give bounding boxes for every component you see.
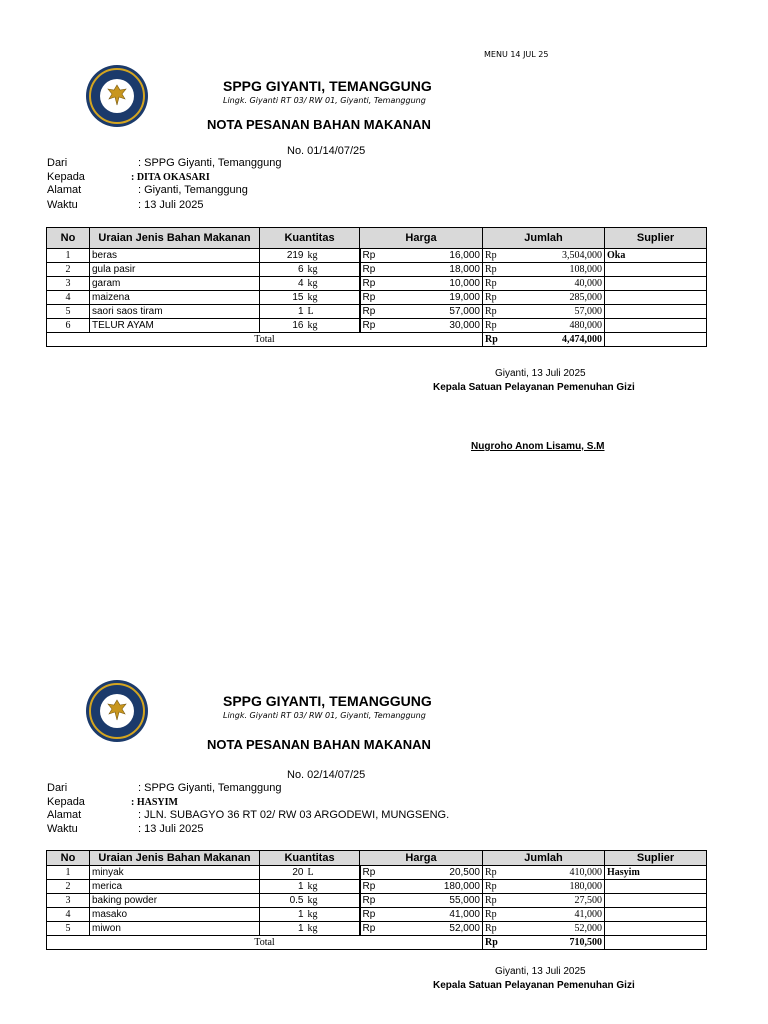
cell-quantity: 20	[260, 866, 306, 880]
cell-price: 180,000	[428, 880, 483, 894]
cell-price-currency: Rp	[360, 263, 428, 277]
total-label: Total	[47, 936, 483, 950]
cell-price-currency: Rp	[360, 305, 428, 319]
total-row	[47, 936, 707, 950]
cell-no: 5	[47, 305, 90, 319]
cell-item-name: maizena	[90, 291, 260, 305]
cell-item-name: TELUR AYAM	[90, 319, 260, 333]
cell-amount-currency: Rp	[483, 866, 503, 880]
cell-supplier	[605, 291, 707, 305]
label-kepada: Kepada	[47, 171, 85, 183]
cell-unit: kg	[306, 908, 360, 922]
cell-price-currency: Rp	[360, 249, 428, 263]
cell-price-currency: Rp	[360, 277, 428, 291]
table-row	[47, 249, 707, 263]
cell-unit: kg	[306, 263, 360, 277]
table-row	[47, 894, 707, 908]
seal-logo	[86, 680, 148, 742]
table-row	[47, 908, 707, 922]
order-info	[47, 782, 647, 838]
sign-name: Nugroho Anom Lisamu, S.M	[471, 441, 605, 452]
sign-date: Giyanti, 13 Juli 2025	[495, 368, 586, 379]
header-no: No	[47, 851, 90, 866]
cell-unit: L	[306, 305, 360, 319]
label-kepada: Kepada	[47, 796, 85, 808]
header-kuantitas: Kuantitas	[260, 228, 360, 249]
cell-price: 30,000	[428, 319, 483, 333]
cell-no: 5	[47, 922, 90, 936]
total-empty	[605, 936, 707, 950]
table-row	[47, 291, 707, 305]
cell-amount: 52,000	[503, 922, 605, 936]
cell-supplier	[605, 908, 707, 922]
total-currency: Rp	[483, 936, 503, 950]
cell-price-currency: Rp	[360, 908, 428, 922]
cell-quantity: 1	[260, 305, 306, 319]
value-dari: : SPPG Giyanti, Temanggung	[138, 157, 282, 169]
org-name: SPPG GIYANTI, TEMANGGUNG	[223, 693, 432, 709]
cell-unit: kg	[306, 880, 360, 894]
cell-quantity: 1	[260, 922, 306, 936]
cell-item-name: baking powder	[90, 894, 260, 908]
cell-item-name: merica	[90, 880, 260, 894]
cell-quantity: 1	[260, 880, 306, 894]
cell-no: 3	[47, 894, 90, 908]
label-dari: Dari	[47, 782, 68, 794]
table-row	[47, 263, 707, 277]
cell-amount: 27,500	[503, 894, 605, 908]
cell-no: 4	[47, 291, 90, 305]
table-row	[47, 922, 707, 936]
value-alamat: : JLN. SUBAGYO 36 RT 02/ RW 03 ARGODEWI, MUNGSENG.	[138, 809, 450, 821]
cell-amount: 108,000	[503, 263, 605, 277]
org-name: SPPG GIYANTI, TEMANGGUNG	[223, 78, 432, 94]
cell-supplier	[605, 305, 707, 319]
total-amount: 710,500	[503, 936, 605, 950]
table-row	[47, 866, 707, 880]
table-row	[47, 319, 707, 333]
cell-unit: kg	[306, 291, 360, 305]
cell-unit: kg	[306, 894, 360, 908]
cell-item-name: masako	[90, 908, 260, 922]
cell-quantity: 16	[260, 319, 306, 333]
total-currency: Rp	[483, 333, 503, 347]
value-waktu: : 13 Juli 2025	[138, 823, 204, 835]
cell-no: 1	[47, 866, 90, 880]
cell-price: 16,000	[428, 249, 483, 263]
cell-item-name: gula pasir	[90, 263, 260, 277]
order-table	[46, 850, 707, 950]
cell-price: 18,000	[428, 263, 483, 277]
cell-quantity: 6	[260, 263, 306, 277]
value-dari: : SPPG Giyanti, Temanggung	[138, 782, 282, 794]
cell-unit: kg	[306, 277, 360, 291]
cell-no: 2	[47, 880, 90, 894]
value-alamat: : Giyanti, Temanggung	[138, 184, 248, 196]
cell-item-name: beras	[90, 249, 260, 263]
cell-quantity: 15	[260, 291, 306, 305]
sign-date: Giyanti, 13 Juli 2025	[495, 966, 586, 977]
label-alamat: Alamat	[47, 809, 82, 821]
cell-amount-currency: Rp	[483, 922, 503, 936]
header-jumlah: Jumlah	[483, 228, 605, 249]
label-waktu: Waktu	[47, 199, 78, 211]
sign-role: Kepala Satuan Pelayanan Pemenuhan Gizi	[433, 980, 635, 991]
cell-supplier	[605, 319, 707, 333]
cell-amount-currency: Rp	[483, 305, 503, 319]
total-label: Total	[47, 333, 483, 347]
org-address: Lingk. Giyanti RT 03/ RW 01, Giyanti, Temanggung	[223, 711, 426, 720]
value-waktu: : 13 Juli 2025	[138, 199, 204, 211]
cell-quantity: 4	[260, 277, 306, 291]
header-uraian: Uraian Jenis Bahan Makanan	[90, 851, 260, 866]
cell-unit: kg	[306, 922, 360, 936]
doc-title: NOTA PESANAN BAHAN MAKANAN	[207, 737, 431, 752]
cell-item-name: miwon	[90, 922, 260, 936]
header-harga: Harga	[360, 228, 483, 249]
order-info	[47, 157, 647, 213]
cell-price-currency: Rp	[360, 291, 428, 305]
cell-amount-currency: Rp	[483, 263, 503, 277]
cell-no: 1	[47, 249, 90, 263]
cell-amount-currency: Rp	[483, 880, 503, 894]
cell-item-name: minyak	[90, 866, 260, 880]
header-suplier: Suplier	[605, 228, 707, 249]
seal-logo	[86, 65, 148, 127]
label-alamat: Alamat	[47, 184, 82, 196]
cell-amount: 180,000	[503, 880, 605, 894]
table-header-row	[47, 851, 707, 866]
table-row	[47, 305, 707, 319]
header-harga: Harga	[360, 851, 483, 866]
cell-amount: 410,000	[503, 866, 605, 880]
total-amount: 4,474,000	[503, 333, 605, 347]
value-kepada: : HASYIM	[131, 797, 178, 808]
header-suplier: Suplier	[605, 851, 707, 866]
cell-amount-currency: Rp	[483, 319, 503, 333]
cell-amount-currency: Rp	[483, 277, 503, 291]
sign-role: Kepala Satuan Pelayanan Pemenuhan Gizi	[433, 382, 635, 393]
cell-price: 52,000	[428, 922, 483, 936]
cell-unit: L	[306, 866, 360, 880]
cell-price-currency: Rp	[360, 319, 428, 333]
cell-amount-currency: Rp	[483, 894, 503, 908]
cell-amount: 285,000	[503, 291, 605, 305]
cell-unit: kg	[306, 319, 360, 333]
cell-item-name: garam	[90, 277, 260, 291]
header-kuantitas: Kuantitas	[260, 851, 360, 866]
cell-amount: 3,504,000	[503, 249, 605, 263]
cell-supplier	[605, 263, 707, 277]
cell-no: 6	[47, 319, 90, 333]
doc-title: NOTA PESANAN BAHAN MAKANAN	[207, 117, 431, 132]
cell-no: 3	[47, 277, 90, 291]
org-address: Lingk. Giyanti RT 03/ RW 01, Giyanti, Temanggung	[223, 96, 426, 105]
cell-supplier: Hasyim	[605, 866, 707, 880]
cell-price: 19,000	[428, 291, 483, 305]
cell-amount-currency: Rp	[483, 908, 503, 922]
cell-quantity: 219	[260, 249, 306, 263]
order-number: No. 02/14/07/25	[287, 769, 366, 781]
cell-price: 57,000	[428, 305, 483, 319]
cell-supplier	[605, 277, 707, 291]
cell-amount-currency: Rp	[483, 249, 503, 263]
cell-price: 10,000	[428, 277, 483, 291]
cell-item-name: saori saos tiram	[90, 305, 260, 319]
cell-supplier: Oka	[605, 249, 707, 263]
cell-amount: 40,000	[503, 277, 605, 291]
cell-amount: 57,000	[503, 305, 605, 319]
cell-price: 20,500	[428, 866, 483, 880]
cell-no: 2	[47, 263, 90, 277]
order-table	[46, 227, 707, 347]
cell-supplier	[605, 880, 707, 894]
table-row	[47, 277, 707, 291]
table-row	[47, 880, 707, 894]
label-dari: Dari	[47, 157, 68, 169]
cell-amount: 480,000	[503, 319, 605, 333]
cell-amount-currency: Rp	[483, 291, 503, 305]
cell-price-currency: Rp	[360, 880, 428, 894]
cell-unit: kg	[306, 249, 360, 263]
label-waktu: Waktu	[47, 823, 78, 835]
total-empty	[605, 333, 707, 347]
menu-label: MENU 14 JUL 25	[484, 50, 549, 59]
total-row	[47, 333, 707, 347]
cell-no: 4	[47, 908, 90, 922]
cell-price: 55,000	[428, 894, 483, 908]
order-number: No. 01/14/07/25	[287, 145, 366, 157]
table-header-row	[47, 228, 707, 249]
cell-quantity: 0.5	[260, 894, 306, 908]
cell-price: 41,000	[428, 908, 483, 922]
cell-supplier	[605, 894, 707, 908]
cell-supplier	[605, 922, 707, 936]
cell-price-currency: Rp	[360, 922, 428, 936]
cell-price-currency: Rp	[360, 866, 428, 880]
header-jumlah: Jumlah	[483, 851, 605, 866]
header-no: No	[47, 228, 90, 249]
value-kepada: : DITA OKASARI	[131, 172, 210, 183]
cell-amount: 41,000	[503, 908, 605, 922]
header-uraian: Uraian Jenis Bahan Makanan	[90, 228, 260, 249]
cell-quantity: 1	[260, 908, 306, 922]
cell-price-currency: Rp	[360, 894, 428, 908]
